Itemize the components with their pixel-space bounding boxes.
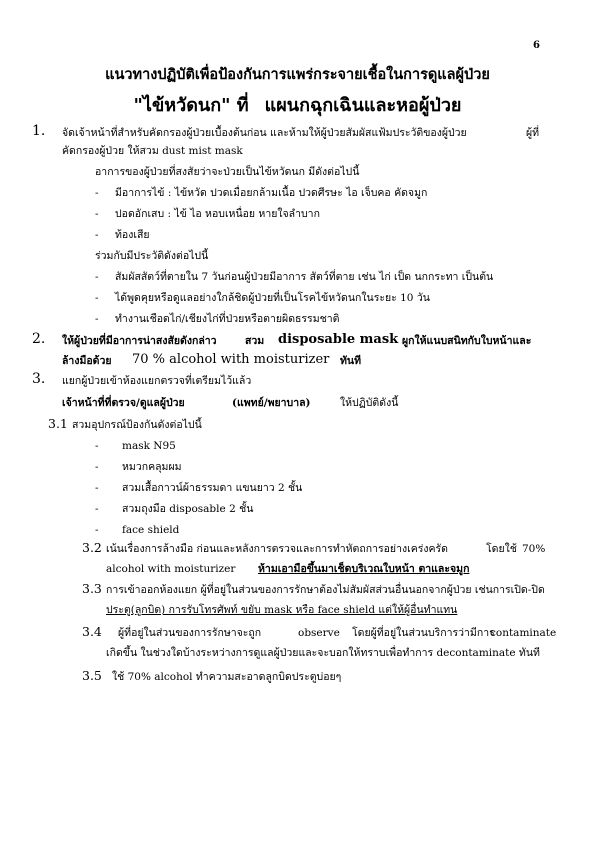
sub-3-5-number: 3.5 [82, 668, 102, 683]
ppe-item-1: mask N95 [122, 440, 176, 452]
sub-3-1-number: 3.1 [48, 416, 68, 431]
item-1-line-1-end: ผู้ที่ [526, 127, 540, 139]
sub-3-4-line-2: เกิดขึ้น ในช่วงใดบ้างระหว่างการดูแลผู้ป่วยและจะบอกให้ทราบเพื่อทำการ decontaminate ทันที [106, 647, 540, 659]
item-2-line-1c: disposable mask [278, 332, 399, 347]
staff-line-b: (แพทย์/พยาบาล) [232, 397, 311, 409]
symptom-item-2: ปอดอักเสบ : ไข้ ไอ หอบเหนื่อย หายใจลำบาก [115, 208, 320, 220]
list-bullet: - [95, 524, 99, 536]
staff-line-a: เจ้าหน้าที่ที่ตรวจ/ดูแลผู้ป่วย [62, 397, 185, 409]
item-2-line-1b: สวม [245, 335, 265, 347]
item-1-line-1: จัดเจ้าหน้าที่สำหรับคัดกรองผู้ป่วยเบื้องต้นก่อน และห้ามให้ผู้ป่วยสัมผัสแฟ้มประวัติของผู้ป่วย [62, 127, 467, 139]
sub-3-3-line-1: การเข้าออกห้องแยก ผู้ที่อยู่ในส่วนของการรักษาต้องไม่สัมผัสส่วนอื่นนอกจากผู้ป่วย เช่นการเปิด-ปิด [106, 584, 545, 596]
list-bullet: - [95, 292, 99, 304]
item-2-line-2a: ล้างมือด้วย [62, 355, 112, 367]
list-bullet: - [95, 482, 99, 494]
sub-3-3-line-2: ประตู(ลูกบิด) การรับโทรศัพท์ ขยับ mask หรือ face shield แต่ให้ผู้อื่นทำแทน [106, 604, 458, 616]
history-intro: ร่วมกับมีประวัติดังต่อไปนี้ [95, 250, 209, 262]
history-item-3: ทำงานเชือดไก่/เชียงไก่ที่ป่วยหรือตายผิดธรรมชาติ [115, 313, 340, 325]
symptom-intro: อาการของผู้ป่วยที่สงสัยว่าจะป่วยเป็นไข้หวัดนก มีดังต่อไปนี้ [95, 166, 360, 178]
list-bullet: - [95, 461, 99, 473]
item-2-line-2c: ทันที [340, 355, 362, 367]
sub-3-2-line-2b: ห้ามเอามือขึ้นมาเช็ดบริเวณใบหน้า ตาและจมูก [258, 563, 470, 575]
history-item-1: สัมผัสสัตว์ที่ตายใน 7 วันก่อนผู้ป่วยมีอาการ สัตว์ที่ตาย เช่น ไก่ เป็ด นกกระทา เป็นต้น [115, 271, 494, 283]
list-bullet: - [95, 440, 99, 452]
sub-3-2-number: 3.2 [82, 540, 102, 555]
sub-3-4-line-1a: ผู้ที่อยู่ในส่วนของการรักษาจะถูก [118, 627, 262, 639]
ppe-item-4: สวมถุงมือ disposable 2 ชั้น [122, 503, 254, 515]
sub-3-4-line-1b: observe [298, 627, 340, 639]
ppe-item-3: สวมเสื้อกาวน์ผ้าธรรมดา แขนยาว 2 ชั้น [122, 482, 303, 494]
document-subtitle [0, 90, 595, 119]
list-bullet: - [95, 187, 99, 199]
ppe-item-2: หมวกคลุมผม [122, 461, 182, 473]
sub-3-2-line-1a: เน้นเรื่องการล้างมือ ก่อนและหลังการตรวจและการทำหัตถการอย่างเคร่งครัด [106, 543, 448, 555]
list-bullet: - [95, 503, 99, 515]
item-2-line-1a: ให้ผู้ป่วยที่มีอาการน่าสงสัยดังกล่าว [62, 335, 217, 347]
symptom-item-1: มีอาการไข้ : ไข้หวัด ปวดเมื่อยกล้ามเนื้อ ปวดศีรษะ ไอ เจ็บคอ คัดจมูก [115, 187, 428, 199]
sub-3-5-text: ใช้ 70% alcohol ทำความสะอาดลูกบิดประตูบ่อยๆ [112, 671, 342, 683]
page-number: 6 [533, 40, 540, 51]
list-bullet: - [95, 208, 99, 220]
staff-line-c: ให้ปฏิบัติดังนี้ [340, 397, 399, 409]
history-item-2: ได้พูดคุยหรือดูแลอย่างใกล้ชิดผู้ป่วยที่เป็นโรคไข้หวัดนกในระยะ 10 วัน [115, 292, 430, 304]
subtitle-disease: "ไข้หวัดนก" ที่ [133, 95, 249, 116]
item-2-line-1d: ผูกให้แนบสนิทกับใบหน้าและ [402, 335, 532, 347]
item-3-line-1: แยกผู้ป่วยเข้าห้องแยกตรวจที่เตรียมไว้แล้ว [62, 375, 252, 387]
sub-3-2-line-2a: alcohol with moisturizer [106, 563, 236, 575]
list-bullet: - [95, 271, 99, 283]
sub-3-4-line-1d: contaminate [490, 627, 557, 639]
item-2-line-2b: 70 % alcohol with moisturizer [132, 352, 330, 367]
list-bullet: - [95, 313, 99, 325]
item-1-number: 1. [32, 123, 46, 139]
item-3-number: 3. [32, 371, 46, 387]
item-2-number: 2. [32, 331, 46, 347]
sub-3-4-line-1c: โดยผู้ที่อยู่ในส่วนบริการว่ามีการ [352, 627, 495, 639]
sub-3-1-text: สวมอุปกรณ์ป้องกันดังต่อไปนี้ [72, 419, 202, 431]
sub-3-4-number: 3.4 [82, 624, 102, 639]
document-title: แนวทางปฏิบัติเพื่อป้องกันการแพร่กระจายเชื้อในการดูแลผู้ป่วย [105, 66, 490, 83]
ppe-item-5: face shield [122, 524, 180, 536]
item-1-line-2: คัดกรองผู้ป่วย ให้สวม dust mist mask [62, 145, 243, 157]
symptom-item-3: ท้องเสีย [115, 229, 150, 241]
sub-3-2-line-1c: 70% [522, 543, 546, 555]
sub-3-2-line-1b: โดยใช้ [486, 543, 517, 555]
subtitle-location: แผนกฉุกเฉินและหอผู้ป่วย [264, 95, 462, 116]
sub-3-3-number: 3.3 [82, 581, 102, 596]
list-bullet: - [95, 229, 99, 241]
